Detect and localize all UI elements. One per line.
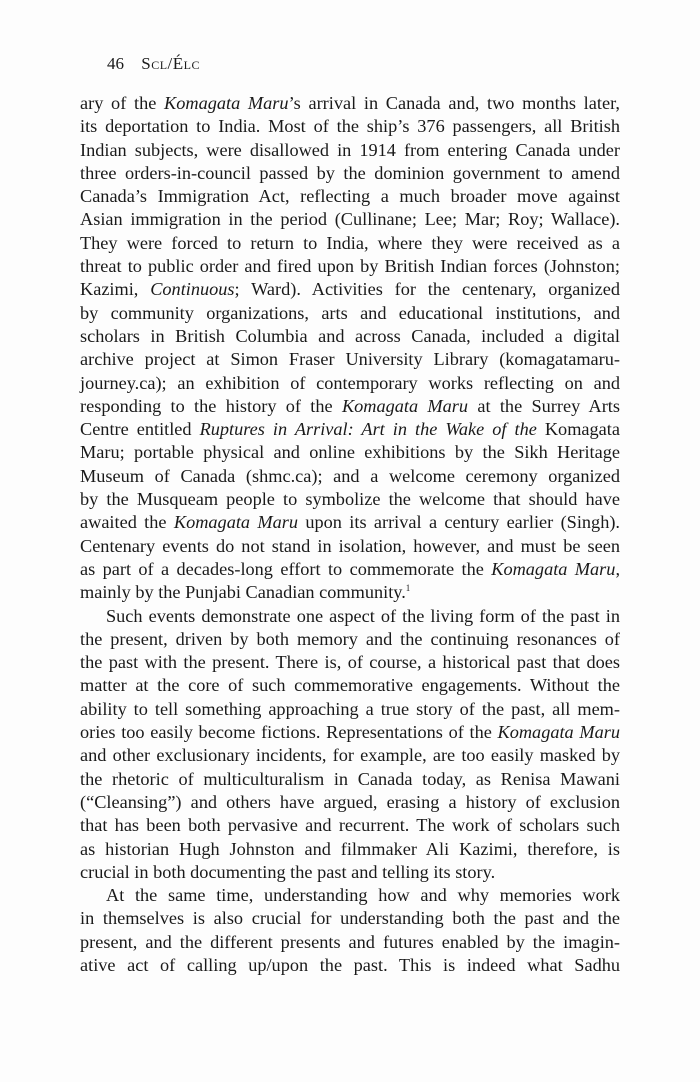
text-line: matter at the core of such commemorative engagements. Without the (80, 675, 620, 696)
text-line: the present, driven by both memory and the continuing resonances of (80, 628, 620, 649)
body-text (80, 92, 620, 977)
text-line: They were forced to return to India, where they were received as a (80, 232, 620, 253)
text-line: crucial in both documenting the past and telling its story. (80, 861, 496, 882)
text-line: Museum of Canada (shmc.ca); and a welcome ceremony organized (80, 465, 620, 486)
text-line: Canada’s Immigration Act, reflecting a much broader move against (80, 186, 620, 207)
text-line: ability to tell something approaching a true story of the past, all mem- (80, 698, 620, 719)
footnote-marker[interactable]: 1 (405, 583, 411, 594)
journal-title: Scl/Élc (141, 54, 200, 73)
text-line: Maru; portable physical and online exhibitions by the Sikh Heritage (80, 442, 620, 463)
text-line: and other exclusionary incidents, for example, are too easily masked by (80, 745, 620, 766)
text-line: by the Musqueam people to symbolize the welcome that should have (80, 489, 620, 510)
text-line: (“Cleansing”) and others have argued, erasing a history of exclusion (80, 791, 620, 812)
text-line: Indian subjects, were disallowed in 1914 from entering Canada under (80, 139, 620, 160)
text-line: three orders-in-council passed by the dominion government to amend (80, 162, 620, 183)
text-line: mainly by the Punjabi Canadian community.$^1$ (80, 582, 411, 603)
text-line: by community organizations, arts and educational institutions, and (80, 302, 620, 323)
text-line: awaited the Komagata Maru upon its arrival a century earlier (Singh). (80, 512, 620, 533)
text-line: scholars in British Columbia and across Canada, included a digital (80, 325, 620, 346)
text-line: as historian Hugh Johnston and filmmaker Ali Kazimi, therefore, is (80, 838, 620, 859)
text-line: Centre entitled Ruptures in Arrival: Art in the Wake of the Komagata (80, 419, 620, 440)
text-line: present, and the different presents and futures enabled by the imagin- (80, 931, 620, 952)
text-line: ories too easily become fictions. Representations of the Komagata Maru (80, 722, 620, 743)
page-number: 46 (107, 54, 124, 73)
text-line: Centenary events do not stand in isolation, however, and must be seen (80, 535, 620, 556)
text-line: ary of the Komagata Maru’s arrival in Canada and, two months later, (80, 93, 620, 113)
text-line: the past with the present. There is, of course, a historical past that does (80, 652, 620, 673)
text-line: the rhetoric of multiculturalism in Canada today, as Renisa Mawani (80, 768, 620, 789)
text-line: Such events demonstrate one aspect of the living form of the past in (106, 605, 620, 626)
text-line: its deportation to India. Most of the ship’s 376 passengers, all British (80, 116, 620, 137)
text-line: archive project at Simon Fraser University Library (komagatamaru- (80, 349, 620, 370)
text-line: as part of a decades-long effort to commemorate the Komagata Maru, (80, 558, 621, 579)
text-line: threat to public order and fired upon by British Indian forces (Johnston; (80, 256, 620, 277)
text-line: that has been both pervasive and recurrent. The work of scholars such (80, 815, 620, 836)
text-line: Kazimi, Continuous; Ward). Activities for the centenary, organized (80, 279, 620, 300)
text-line: Asian immigration in the period (Cullinane; Lee; Mar; Roy; Wallace). (80, 209, 620, 230)
text-line: journey.ca); an exhibition of contemporary works reflecting on and (80, 372, 620, 393)
text-line: in themselves is also crucial for understanding both the past and the (80, 908, 620, 929)
text-line: At the same time, understanding how and why memories work (106, 885, 620, 906)
running-head (107, 53, 200, 75)
text-line: responding to the history of the Komagata Maru at the Surrey Arts (80, 395, 621, 416)
text-line: ative act of calling up/upon the past. This is indeed what Sadhu (80, 954, 620, 975)
